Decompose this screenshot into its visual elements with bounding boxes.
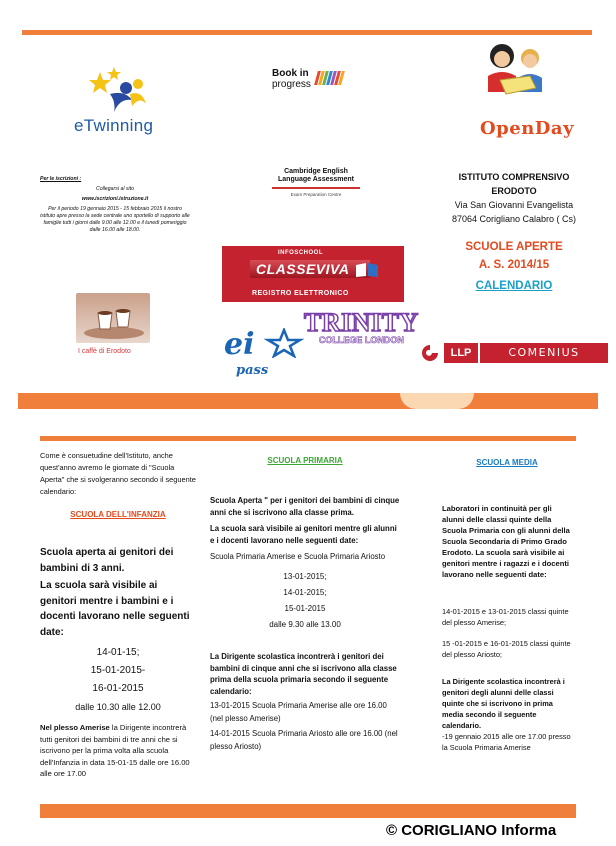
star-icon bbox=[260, 328, 304, 358]
book-in-progress-line1: Book in bbox=[272, 68, 309, 79]
cambridge-logo bbox=[268, 168, 364, 199]
enrollment-label: Per le iscrizioni : bbox=[40, 176, 82, 182]
llp-badge: LLP bbox=[444, 343, 478, 363]
trinity-sub: COLLEGE LONDON bbox=[318, 335, 404, 345]
infanzia-p1: Scuola aperta ai genitori dei bambini di 3 anni. bbox=[40, 547, 174, 574]
classeviva-name: CLASSEVIVA bbox=[256, 261, 350, 277]
school-street: Via San Giovanni Evangelista bbox=[454, 200, 574, 210]
epass-main: ei bbox=[224, 327, 255, 362]
school-address bbox=[446, 170, 582, 226]
media-p3: 15 -01-2015 e 16-01-2015 classi quinte del plesso Ariosto; bbox=[442, 639, 571, 659]
coffee-cups-photo bbox=[76, 293, 150, 343]
classeviva-top: INFOSCHOOL bbox=[278, 250, 323, 256]
infanzia-plesso-bold: Nel plesso Amerise bbox=[40, 723, 110, 732]
credit-watermark: © CORIGLIANO Informa bbox=[386, 822, 557, 839]
intro-text: Come è consuetudine dell'Istituto, anche quest'anno avremo le giornate di "Scuola Aperta" che si svolgeranno secondo il seguente calendario: bbox=[40, 451, 196, 496]
top-divider bbox=[22, 30, 592, 35]
event-title bbox=[446, 238, 582, 274]
epass-sub: pass bbox=[236, 363, 269, 378]
calendar-heading: CALENDARIO bbox=[475, 280, 553, 292]
classeviva-logo bbox=[222, 246, 404, 302]
kids-reading-illustration bbox=[480, 42, 560, 102]
enrollment-info bbox=[40, 176, 190, 234]
media-heading: SCUOLA MEDIA bbox=[476, 458, 538, 467]
media-p4: La Dirigente scolastica incontrerà i genitori degli alunni delle classi quinte che si iscrivono in prima media secondo il seguente calendario. bbox=[442, 677, 565, 730]
classeviva-bottom: REGISTRO ELETTRONICO bbox=[252, 290, 349, 297]
media-p2: 14-01-2015 e 13-01-2015 classi quinte del plesso Amerise; bbox=[442, 607, 569, 627]
primaria-date-3: 15-01-2015 bbox=[284, 604, 326, 613]
primaria-dates bbox=[210, 569, 400, 633]
book-spines-icon bbox=[316, 71, 344, 88]
media-p5: -19 gennaio 2015 alle ore 17.00 presso la Scuola Primaria Amerise bbox=[442, 732, 571, 752]
trinity-main: TRINITY bbox=[304, 308, 419, 337]
primaria-p1: Scuola Aperta " per i genitori dei bambini di cinque anni che si iscrivono alla classe prima. bbox=[210, 496, 400, 517]
primaria-p4: La Dirigente scolastica incontrerà i genitori dei bambini di cinque anni che si iscrivono alla classe prima della scuola primaria secondo il seguente calendario: bbox=[210, 652, 397, 696]
primaria-meeting-1: 13-01-2015 Scuola Primaria Amerise alle ore 16.00 (nel plesso Amerise) bbox=[210, 701, 387, 723]
enrollment-website-link[interactable]: www.iscrizioni.istruzione.it bbox=[81, 196, 149, 202]
primaria-date-2: 14-01-2015; bbox=[283, 588, 327, 597]
infanzia-plesso bbox=[40, 722, 196, 780]
llp-swirl-icon bbox=[420, 344, 440, 362]
infanzia-hours: dalle 10.30 alle 12.00 bbox=[75, 702, 161, 712]
cambridge-sub: Exam Preparation Centre bbox=[290, 192, 342, 197]
primaria-p2: La scuola sarà visibile ai genitori mentre gli alunni e i docenti lavorano nelle seguenti date: bbox=[210, 524, 397, 545]
epass-logo bbox=[224, 327, 269, 378]
open-day-logo bbox=[480, 118, 574, 139]
comenius-badge: COMENIUS bbox=[480, 343, 608, 363]
trinity-logo bbox=[304, 310, 419, 345]
bottom-band bbox=[40, 804, 576, 818]
section-divider bbox=[40, 436, 576, 441]
enrollment-text: Per il periodo 19 gennaio 2015 - 15 febbraio 2015 il nostro istituto apre presso la sede centrale uno sportello di supporto alle famiglie tutti i giorni dalle 9.00 alle 12.00 e il lunedì pomeriggio dalle 16.00 alle 18.00. bbox=[40, 206, 190, 233]
cambridge-line2: Language Assessment bbox=[278, 176, 354, 183]
primaria-meeting-2: 14-01-2015 Scuola Primaria Ariosto alle ore 16.00 (nel plesso Ariosto) bbox=[210, 729, 398, 751]
book-icon bbox=[354, 262, 380, 278]
infanzia-column bbox=[40, 450, 196, 780]
school-city: 87064 Corigliano Calabro ( Cs) bbox=[451, 214, 577, 224]
infanzia-date-1: 14-01-15; bbox=[96, 647, 140, 658]
primaria-hours: dalle 9.30 alle 13.00 bbox=[269, 620, 341, 629]
school-name-line2: ERODOTO bbox=[491, 186, 537, 196]
middle-band-arc bbox=[400, 393, 474, 409]
infanzia-date-3: 16-01-2015 bbox=[92, 683, 144, 694]
primaria-heading: SCUOLA PRIMARIA bbox=[267, 456, 343, 465]
infanzia-p2: La scuola sarà visibile ai genitori mentre i bambini e i docenti lavorano nelle seguenti date: bbox=[40, 580, 190, 638]
cambridge-rule bbox=[272, 187, 360, 189]
scuole-aperte-heading: SCUOLE APERTE bbox=[465, 241, 563, 253]
infanzia-dates bbox=[40, 644, 196, 716]
primaria-date-1: 13-01-2015; bbox=[283, 572, 327, 581]
open-day-text: OpenDay bbox=[480, 118, 575, 139]
primaria-p3: Scuola Primaria Amerise e Scuola Primaria Ariosto bbox=[210, 552, 386, 561]
infanzia-heading: SCUOLA DELL'INFANZIA bbox=[70, 510, 166, 519]
media-p1: Laboratori in continuità per gli alunni delle classi quinte della Scuola Primaria con gli alunni della Scuola Secondaria di Primo Grado Erodoto. La scuola sarà visibile ai genitori mentre i ragazzi e i docenti lavorano nelle seguenti date: bbox=[442, 504, 570, 579]
etwinning-wordmark: eTwinning bbox=[74, 116, 154, 135]
school-name-line1: ISTITUTO COMPRENSIVO bbox=[458, 172, 570, 182]
school-year: A. S. 2014/15 bbox=[478, 259, 550, 271]
infanzia-date-2: 15-01-2015- bbox=[90, 665, 146, 676]
comenius-logo bbox=[420, 343, 608, 363]
book-in-progress-logo bbox=[272, 68, 344, 90]
cambridge-line1: Cambridge English bbox=[284, 168, 348, 175]
enrollment-line1: Collegarsi al sito bbox=[95, 186, 135, 192]
coffee-caption: I caffè di Erodoto bbox=[78, 348, 131, 355]
primaria-column bbox=[210, 456, 400, 753]
book-in-progress-line2: progress bbox=[272, 79, 311, 90]
media-column bbox=[442, 458, 572, 753]
middle-band bbox=[18, 393, 598, 409]
infanzia-plesso-text: la Dirigente incontrerà tutti genitori dei bambini di tre anni che si iscrivono per la prima volta alla scuola dell'Infanzia in data 15-01-15 dalle ore 16.00 alle ore 17.00 bbox=[40, 723, 190, 778]
